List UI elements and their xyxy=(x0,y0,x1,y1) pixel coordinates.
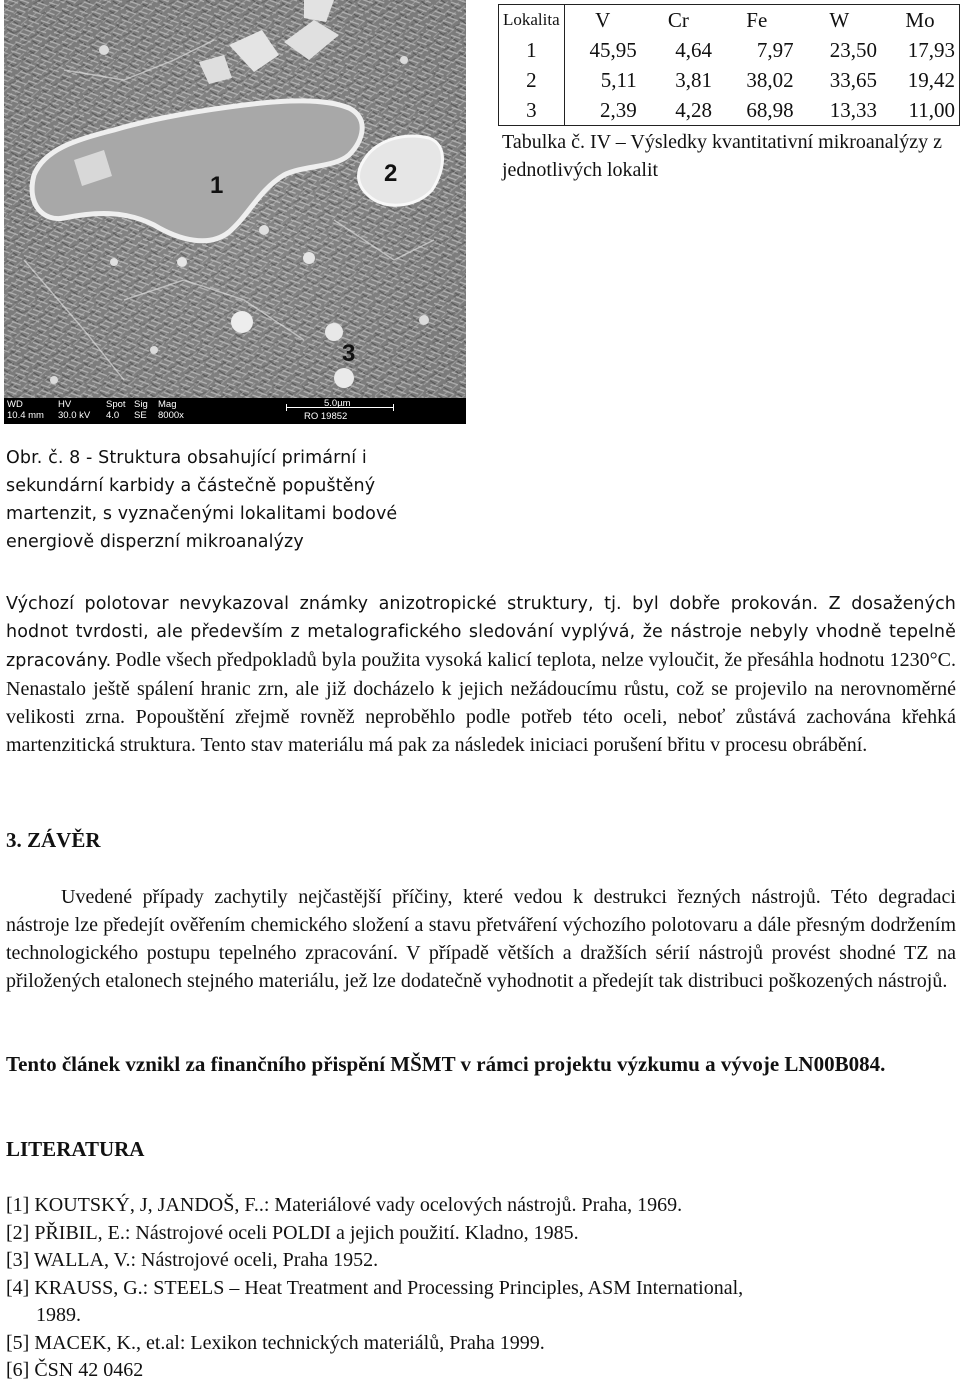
reference-item: [1] KOUTSKÝ, J, JANDOŠ, F..: Materiálové vady ocelových nástrojů. Praha, 1969. xyxy=(6,1194,683,1216)
conclusion-paragraph: Uvedené případy zachytily nejčastější příčiny, které vedou k destrukci řezných nástrojů. Této degradaci nástroje lze předejít ověřením chemického složení a stavu přetváření výchozího polotovaru a dále přesným dodržením technologického postupu tepelného zpracování. V případě větších a dražších sérií nástrojů provést shodné TZ na přiložených etalonech stejného materiálu, jež lze dodatečně vyhodnotit a předejít tak distribuci poškozených nástrojů. xyxy=(6,886,956,992)
databar-sig-header: Sig xyxy=(134,399,148,410)
reference-item: [2] PŘIBIL, E.: Nástrojové oceli POLDI a jejich použití. Kladno, 1985. xyxy=(6,1221,579,1244)
table-cell: 3 xyxy=(499,95,565,126)
databar-wd-value: 10.4 mm xyxy=(7,410,44,421)
table-cell: 2 xyxy=(499,65,565,95)
header-lokalita: Lokalita xyxy=(499,5,565,36)
table-cell: 3,81 xyxy=(675,68,712,92)
databar-mag-value: 8000x xyxy=(158,410,184,421)
table-cell: 5,11 xyxy=(600,68,637,92)
reference-item: [5] MACEK, K., et.al: Lexikon technických materiálů, Praha 1999. xyxy=(6,1331,545,1354)
paragraph-1-part-1: Výchozí polotovar nevykazoval známky anizotropické struktury, tj. byl dobře prokován. Z dosažených hodnot tvrdosti, ale především z metalografického sledování vyplývá, že nástroje nebyly vhodně tepelně zpracovány. xyxy=(6,594,956,671)
reference-item: [3] WALLA, V.: Nástrojové oceli, Praha 1952. xyxy=(6,1249,379,1271)
paragraph-1-part-2: Podle všech předpokladů byla použita vysoká kalicí teplota, nelze vyloučit, že přesáhla hodnotu 1230°C. Nenastalo ještě spálení hranic zrn, ale již docházelo k jejich nežádoucímu růstu, což se projevilo na nerovnoměrné velikosti zrna. Popouštění zřejmě rovněž neproběhlo podle potřeb této oceli, neboť zůstává zachována křehká martenzitická struktura. Tento stav materiálu má pak za následek iniciaci porušení břitu v procesu obrábění. xyxy=(6,649,957,756)
body-paragraph-1 xyxy=(6,590,956,759)
reference-item-continuation: 1989. xyxy=(36,1304,81,1326)
header-mo: Mo xyxy=(881,5,959,36)
microanalysis-table xyxy=(498,4,960,126)
databar-spot-header: Spot xyxy=(106,399,126,410)
sem-micrograph xyxy=(4,0,466,424)
acknowledgement: Tento článek vznikl za finančního přispění MŠMT v rámci projektu výzkumu a vývoje LN00B084. xyxy=(6,1052,886,1076)
header-v: V xyxy=(564,5,641,36)
databar-spot-value: 4.0 xyxy=(106,410,120,421)
reference-item: [6] ČSN 42 0462 xyxy=(6,1359,144,1381)
micrograph-image xyxy=(4,0,466,424)
table-cell: 23,50 xyxy=(829,38,878,62)
header-cr: Cr xyxy=(641,5,716,36)
section-heading: 3. ZÁVĚR xyxy=(6,828,101,852)
table-cell: 2,39 xyxy=(564,95,641,126)
scale-label: 5.0µm xyxy=(324,398,351,409)
table-row xyxy=(499,65,960,95)
header-fe: Fe xyxy=(716,5,798,36)
table-cell: 33,65 xyxy=(829,68,878,92)
databar-hv xyxy=(58,399,90,421)
locality-label-2: 2 xyxy=(384,160,398,187)
sample-id: RO 19852 xyxy=(304,411,348,422)
figure-caption: Obr. č. 8 - Struktura obsahující primární i sekundární karbidy a částečně popuštěný martenzit, s vyznačenými lokalitami bodové energiově disperzní mikroanalýzy xyxy=(6,448,398,552)
databar-wd-header: WD xyxy=(7,399,23,410)
reference-list xyxy=(6,1192,956,1385)
table-cell: 4,28 xyxy=(641,95,716,126)
header-w: W xyxy=(798,5,881,36)
table-cell: 45,95 xyxy=(589,38,637,62)
table-row xyxy=(499,35,960,65)
table-header-row xyxy=(499,5,960,36)
table-cell: 7,97 xyxy=(756,38,794,62)
table-cell: 13,33 xyxy=(798,95,881,126)
locality-label-1: 1 xyxy=(210,172,224,199)
table-cell: 11,00 xyxy=(881,95,959,126)
reference-item: [4] KRAUSS, G.: STEELS – Heat Treatment and Processing Principles, ASM International, xyxy=(6,1276,744,1299)
table-caption: Tabulka č. IV – Výsledky kvantitativní mikroanalýzy z jednotlivých lokalit xyxy=(502,131,942,181)
table-cell: 38,02 xyxy=(746,68,794,92)
table-cell: 1 xyxy=(499,35,565,65)
databar-mag-header: Mag xyxy=(158,399,177,410)
databar-wd xyxy=(7,399,44,421)
databar-hv-header: HV xyxy=(58,399,72,410)
databar-hv-value: 30.0 kV xyxy=(58,410,91,421)
table-row xyxy=(499,95,960,126)
locality-label-3: 3 xyxy=(342,340,356,367)
sem-databar xyxy=(4,398,466,424)
databar-sig xyxy=(134,399,148,421)
table-cell: 17,93 xyxy=(881,35,959,65)
literature-heading: LITERATURA xyxy=(6,1137,145,1161)
table-cell: 68,98 xyxy=(716,95,798,126)
table-cell: 19,42 xyxy=(881,65,959,95)
databar-sig-value: SE xyxy=(134,410,147,421)
databar-spot xyxy=(106,399,126,421)
databar-mag xyxy=(158,399,184,421)
table-cell: 4,64 xyxy=(675,38,712,62)
